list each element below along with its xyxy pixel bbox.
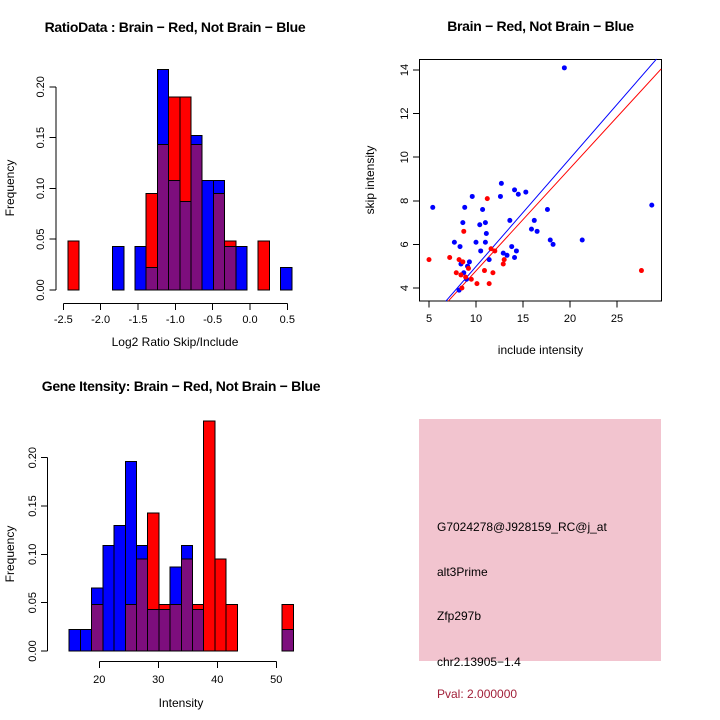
svg-text:RatioData : Brain − Red, Not B: RatioData : Brain − Red, Not Brain − Blue bbox=[44, 19, 306, 35]
svg-text:25: 25 bbox=[610, 313, 624, 325]
svg-text:0.15: 0.15 bbox=[35, 126, 47, 149]
svg-text:Frequency: Frequency bbox=[3, 159, 17, 217]
svg-text:10: 10 bbox=[399, 151, 411, 164]
svg-text:0.00: 0.00 bbox=[27, 640, 39, 662]
probe-id-text: G7024278@J928159_RC@j_at bbox=[437, 520, 607, 534]
gene-intensity-histogram-panel bbox=[0, 360, 360, 720]
svg-text:0.05: 0.05 bbox=[27, 591, 39, 614]
svg-text:Brain − Red, Not Brain − Blue: Brain − Red, Not Brain − Blue bbox=[447, 18, 634, 34]
probe-info-panel bbox=[360, 360, 720, 720]
svg-text:-1.5: -1.5 bbox=[128, 314, 148, 326]
svg-text:5: 5 bbox=[425, 313, 433, 325]
svg-text:skip intensity: skip intensity bbox=[363, 145, 377, 215]
ratio-histogram-panel bbox=[0, 0, 360, 360]
svg-text:0.5: 0.5 bbox=[279, 314, 295, 326]
svg-text:6: 6 bbox=[399, 241, 411, 248]
probe-info-box bbox=[419, 419, 661, 701]
svg-text:Log2 Ratio Skip/Include: Log2 Ratio Skip/Include bbox=[111, 335, 239, 349]
splice-event-type-text: alt3Prime bbox=[437, 565, 488, 579]
svg-text:15: 15 bbox=[516, 313, 530, 325]
svg-text:12: 12 bbox=[399, 107, 411, 120]
svg-text:0.0: 0.0 bbox=[242, 314, 258, 326]
svg-text:0.05: 0.05 bbox=[35, 228, 47, 250]
locus-text: chr2.13905−1.4 bbox=[437, 655, 521, 669]
svg-text:40: 40 bbox=[211, 674, 224, 686]
svg-text:8: 8 bbox=[399, 197, 411, 204]
svg-text:50: 50 bbox=[270, 674, 283, 686]
svg-text:10: 10 bbox=[469, 313, 483, 325]
pval-text: Pval: 2.000000 bbox=[437, 687, 518, 701]
svg-text:-2.0: -2.0 bbox=[91, 314, 111, 326]
svg-text:20: 20 bbox=[93, 674, 106, 686]
svg-text:Frequency: Frequency bbox=[3, 525, 17, 583]
svg-text:0.20: 0.20 bbox=[35, 76, 47, 98]
svg-text:0.20: 0.20 bbox=[27, 446, 39, 469]
svg-text:Gene Itensity: Brain − Red, No: Gene Itensity: Brain − Red, Not Brain − Blue bbox=[41, 378, 321, 394]
svg-text:30: 30 bbox=[152, 674, 165, 686]
svg-text:-2.5: -2.5 bbox=[53, 314, 73, 326]
svg-text:Intensity: Intensity bbox=[158, 696, 204, 710]
svg-text:0.00: 0.00 bbox=[35, 279, 47, 301]
svg-text:0.10: 0.10 bbox=[35, 177, 47, 200]
svg-text:include intensity: include intensity bbox=[497, 343, 584, 357]
svg-text:0.15: 0.15 bbox=[27, 495, 39, 517]
svg-text:4: 4 bbox=[399, 284, 411, 292]
gene-name-text: Zfp297b bbox=[437, 609, 482, 623]
svg-text:20: 20 bbox=[563, 313, 577, 325]
svg-text:-0.5: -0.5 bbox=[203, 314, 223, 326]
svg-text:0.10: 0.10 bbox=[27, 543, 39, 566]
svg-text:-1.0: -1.0 bbox=[165, 314, 185, 326]
intensity-scatter-panel bbox=[360, 0, 720, 360]
svg-text:14: 14 bbox=[399, 63, 411, 77]
